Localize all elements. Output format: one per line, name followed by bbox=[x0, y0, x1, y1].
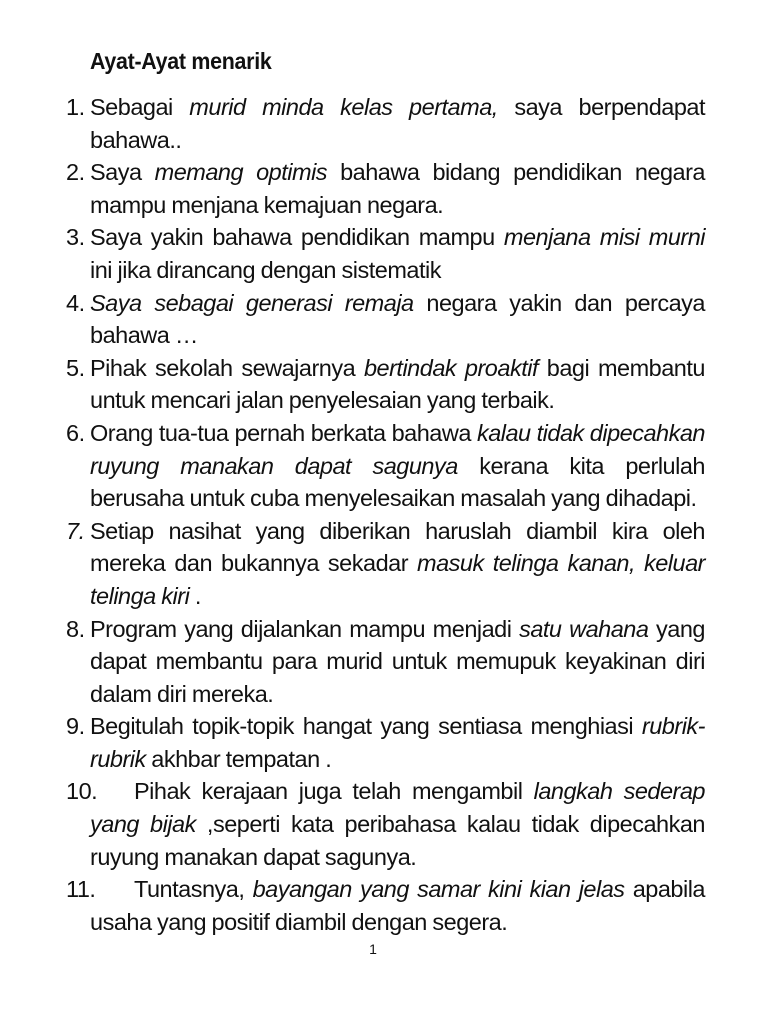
list-item bbox=[66, 613, 705, 711]
list-item bbox=[66, 91, 705, 156]
list-item bbox=[66, 710, 705, 775]
item-number: 5. bbox=[66, 354, 85, 381]
item-highlight: kalau tidak dipecahkan ruyung manakan dapat sagunya bbox=[90, 419, 705, 479]
list-item bbox=[66, 775, 705, 873]
item-text: yang dapat membantu para murid untuk memupuk keyakinan diri dalam diri mereka. bbox=[90, 615, 705, 707]
page-number: 1 bbox=[369, 941, 377, 957]
item-number: 7. bbox=[66, 517, 85, 544]
item-text: Program yang dijalankan mampu menjadi bbox=[90, 615, 520, 642]
item-text: Setiap nasihat yang diberikan haruslah diambil kira oleh mereka dan bukannya sekadar bbox=[90, 517, 705, 577]
list-item bbox=[66, 873, 705, 938]
item-highlight: memang optimis bbox=[154, 159, 328, 186]
item-number: 1. bbox=[66, 94, 85, 120]
item-number: 10. bbox=[66, 778, 98, 805]
list-item bbox=[66, 221, 705, 286]
item-text: kerana kita perlulah berusaha untuk cuba menyelesaikan masalah yang dihadapi. bbox=[90, 452, 705, 512]
item-highlight: menjana misi murni bbox=[503, 224, 706, 251]
item-text: bahawa bidang pendidikan negara mampu menjana kemajuan negara. bbox=[90, 159, 705, 218]
item-highlight: Saya sebagai generasi remaja bbox=[90, 289, 414, 316]
item-highlight: rubrik-rubrik bbox=[90, 713, 705, 772]
item-text: Pihak kerajaan juga telah mengambil bbox=[134, 778, 534, 805]
item-highlight: masuk telinga kanan, keluar telinga kiri bbox=[90, 550, 705, 609]
item-text: Saya bbox=[90, 159, 155, 186]
list-item bbox=[66, 287, 705, 352]
list-item bbox=[66, 352, 705, 417]
item-number: 6. bbox=[66, 419, 85, 446]
list-item bbox=[66, 515, 705, 613]
list-item bbox=[66, 156, 705, 221]
item-text: Tuntasnya, bbox=[134, 876, 253, 903]
item-text: ini jika dirancang dengan sistematik bbox=[90, 256, 441, 283]
item-text: ,seperti kata peribahasa kalau tidak dipecahkan ruyung manakan dapat sagunya. bbox=[90, 811, 706, 870]
item-text: akhbar tempatan . bbox=[145, 745, 332, 772]
list-item bbox=[66, 417, 705, 515]
item-text: Begitulah topik-topik hangat yang sentiasa menghiasi bbox=[90, 713, 642, 740]
sentence-list bbox=[66, 91, 705, 938]
item-text: . bbox=[189, 582, 201, 609]
item-text: Saya yakin bahawa pendidikan mampu bbox=[90, 224, 504, 251]
item-text: negara yakin dan percaya bahawa … bbox=[90, 289, 705, 349]
item-number: 4. bbox=[66, 289, 85, 316]
item-text: Pihak sekolah sewajarnya bbox=[90, 354, 364, 381]
item-number: 9. bbox=[66, 713, 85, 740]
document-title: Ayat-Ayat menarik bbox=[90, 48, 272, 74]
item-number: 11. bbox=[66, 876, 96, 903]
item-number: 2. bbox=[66, 159, 85, 186]
item-text: Sebagai bbox=[90, 94, 190, 120]
item-text: Orang tua-tua pernah berkata bahawa bbox=[90, 419, 477, 446]
item-text: saya berpendapat bahawa.. bbox=[90, 94, 706, 153]
item-text: bagi membantu untuk mencari jalan penyelesaian yang terbaik. bbox=[90, 354, 705, 414]
item-number: 8. bbox=[66, 615, 85, 642]
item-highlight: langkah sederap yang bijak bbox=[90, 778, 706, 838]
item-highlight: bayangan yang samar kini kian jelas bbox=[252, 876, 625, 903]
item-number: 3. bbox=[66, 224, 85, 251]
item-highlight: murid minda kelas pertama, bbox=[189, 94, 498, 120]
item-highlight: satu wahana bbox=[519, 615, 649, 642]
item-highlight: bertindak proaktif bbox=[363, 354, 538, 381]
item-text: apabila usaha yang positif diambil dengan segera. bbox=[90, 876, 705, 935]
